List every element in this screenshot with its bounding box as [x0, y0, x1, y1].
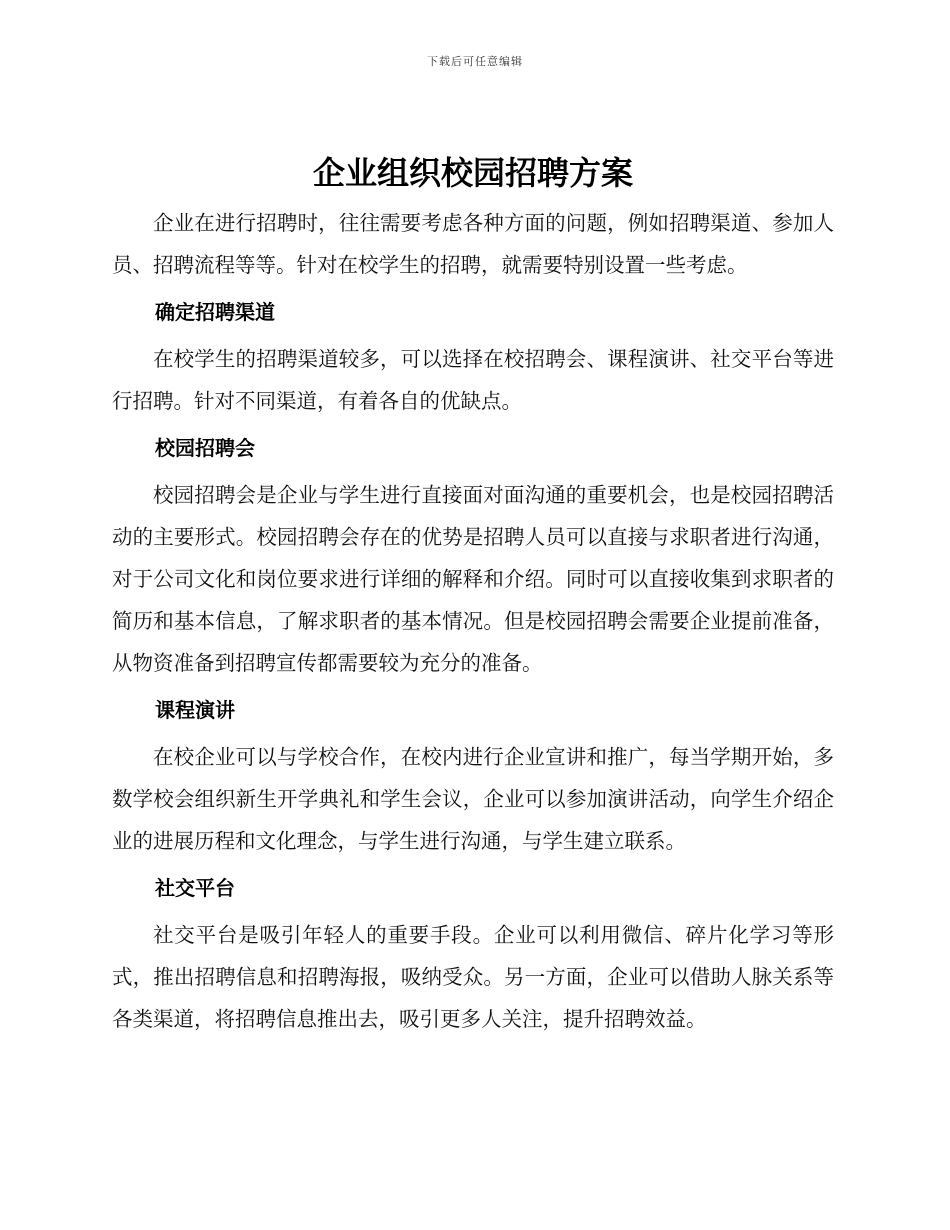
- document-title: 企业组织校园招聘方案: [312, 154, 633, 192]
- section-heading-channels: 确定招聘渠道: [155, 300, 275, 324]
- document-body: [112, 150, 834, 1040]
- section-heading-social-platform: 社交平台: [155, 876, 235, 900]
- section-heading-lecture: 课程演讲: [155, 698, 235, 722]
- section-body-lecture: 在校企业可以与学校合作，在校内进行企业宣讲和推广，每当学期开始，多数学校会组织新生开学典礼和学生会议，企业可以参加演讲活动，向学生介绍企业的进展历程和文化理念，与学生进行沟通，与学生建立联系。: [112, 745, 834, 853]
- section-heading-job-fair: 校园招聘会: [155, 436, 255, 460]
- section-body-job-fair: 校园招聘会是企业与学生进行直接面对面沟通的重要机会，也是校园招聘活动的主要形式。校园招聘会存在的优势是招聘人员可以直接与求职者进行沟通，对于公司文化和岗位要求进行详细的解释和介绍。同时可以直接收集到求职者的简历和基本信息，了解求职者的基本情况。但是校园招聘会需要企业提前准备，从物资准备到招聘宣传都需要较为充分的准备。: [112, 483, 834, 675]
- section-body-social-platform: 社交平台是吸引年轻人的重要手段。企业可以利用微信、碎片化学习等形式，推出招聘信息和招聘海报，吸纳受众。另一方面，企业可以借助人脉关系等各类渠道，将招聘信息推出去，吸引更多人关注，提升招聘效益。: [112, 923, 834, 1031]
- intro-paragraph: 企业在进行招聘时，往往需要考虑各种方面的问题，例如招聘渠道、参加人员、招聘流程等等。针对在校学生的招聘，就需要特别设置一些考虑。: [112, 211, 834, 277]
- section-body-channels: 在校学生的招聘渠道较多，可以选择在校招聘会、课程演讲、社交平台等进行招聘。针对不同渠道，有着各自的优缺点。: [112, 347, 834, 413]
- page-header-note: 下载后可任意编辑: [427, 55, 523, 68]
